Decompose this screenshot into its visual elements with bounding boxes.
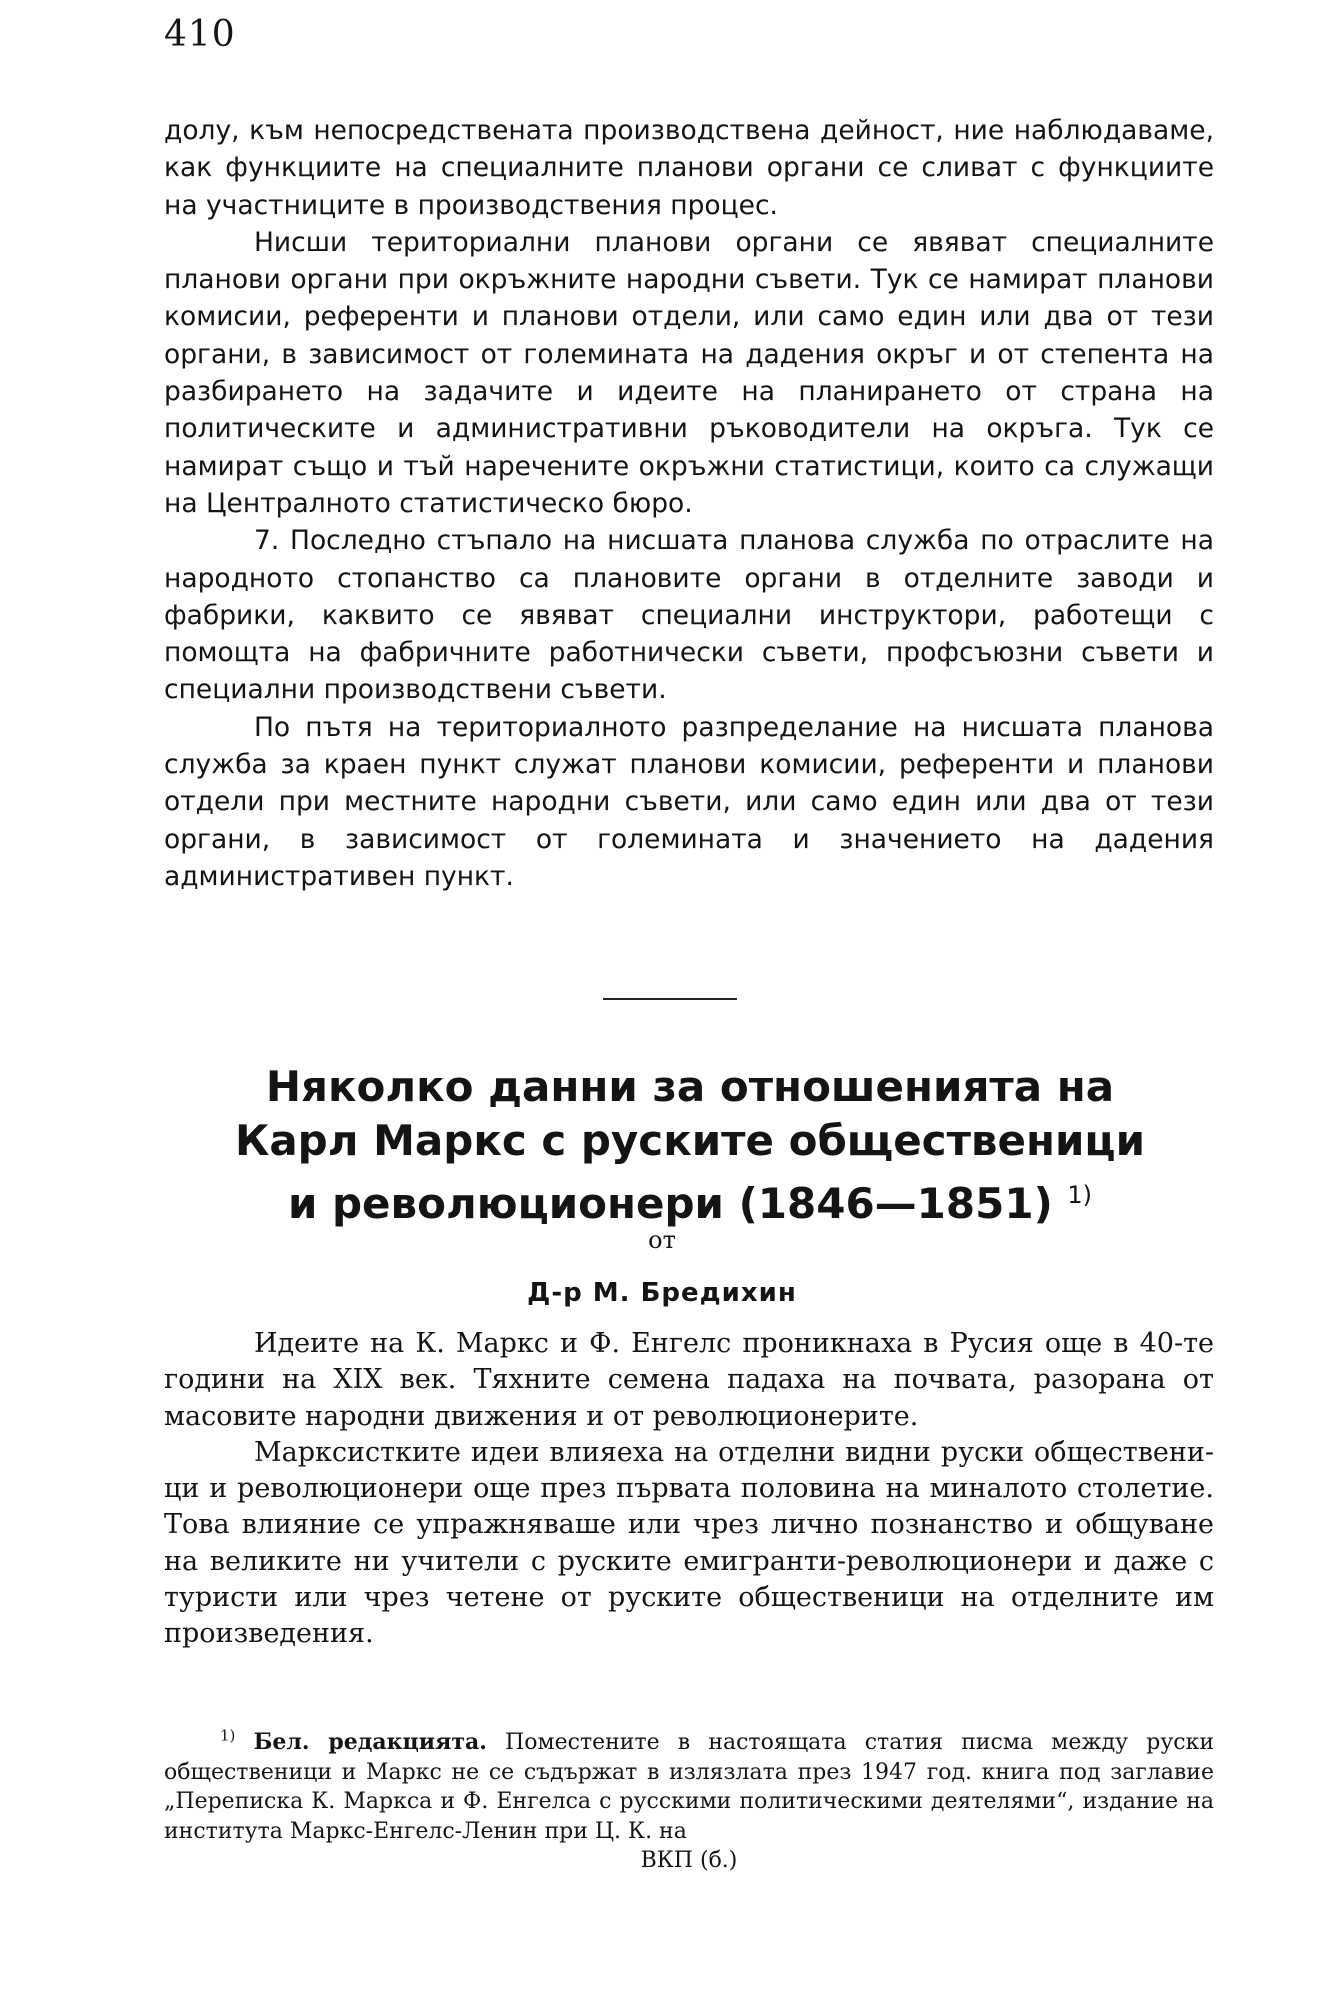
- title-line: и революционери (1846—1851): [287, 1179, 1053, 1228]
- top-section-text: [164, 112, 1214, 895]
- section-divider: [603, 998, 737, 1000]
- paragraph: Идеите на К. Маркс и Ф. Енгелс проникнаха в Русия още в 40-те години на XIX век. Тяхните семена падаха на почвата, разорана от масовите народни движения и от революционерите.: [164, 1328, 1214, 1432]
- page-number: 410: [164, 14, 236, 55]
- footnote-last-line: ВКП (б.): [640, 1848, 738, 1873]
- paragraph: 7. Последно стъпало на нисшата планова служба по отраслите на народното стопанство са плановите органи в отделните заводи и фабрики, каквито се явяват специални инструктори, работещи с помощта на фабричните работнически съвети, профсъюзни съвети и специални производствени съвети.: [164, 525, 1214, 706]
- footnote-body: Поместените в настоящата статия писма между руски общественици и Маркс не се съдържат в излязлата през 1947 год. книга под заглавие „Переписка К. Маркса и Ф. Енгелса с русскими политическими деятелями“, издание на института Маркс-Енгелс-Ленин при Ц. К. на: [164, 1730, 1214, 1844]
- paragraph: По пътя на териториалното разпределание на нисшата планова служба за краен пункт служат планови комисии, референти и планови отдели при местните народни съвети, или само един или два от тези органи, в зависимост от големината и значението на дадения административен пункт.: [164, 711, 1214, 892]
- article-body: [164, 1326, 1214, 1653]
- title-line: Карл Маркс с руските общественици: [235, 1116, 1145, 1165]
- paragraph: долу, към непосредствената производствена дейност, ние наблюдаваме, как функциите на специалните планови органи се сливат с функциите на участниците в производствения процес.: [164, 115, 1214, 221]
- footnote-mark: 1): [220, 1726, 236, 1745]
- paragraph: Нисши териториални планови органи се явяват специалните планови органи при окръжните народни съвети. Тук се намират планови комисии, референти и планови отдели, или само един или два от тези органи, в зависимост от големината на дадения окръг и от степента на разбирането на задачите и идеите на планирането от страна на политическите и административни ръководители на окръга. Тук се намират също и тъй наречените окръжни статистици, които са служащи на Централното статистическо бюро.: [164, 226, 1214, 519]
- title-line-3: [150, 1168, 1230, 1231]
- footnote-label: Бел. редакцията.: [253, 1729, 487, 1755]
- title-footnote-mark[interactable]: 1): [1067, 1181, 1093, 1209]
- footnote: [164, 1728, 1214, 1876]
- author-name: Д-р М. Бредихин: [527, 1278, 797, 1308]
- title-line: Няколко данни за отношенията на: [265, 1062, 1115, 1111]
- article-title: [150, 1060, 1230, 1231]
- from-label: от: [648, 1226, 676, 1254]
- paragraph: Марксистките идеи влияеха на отделни видни руски общественици и революционери още през първата половина на миналото столетие. Това влияние се упражняваше или чрез лично познанство и общуване на великите ни учители с руските емигранти-революционери и даже с туристи или чрез четене от руските общественици на отделните им произведения.: [164, 1436, 1214, 1650]
- footnote-text: [164, 1728, 1214, 1846]
